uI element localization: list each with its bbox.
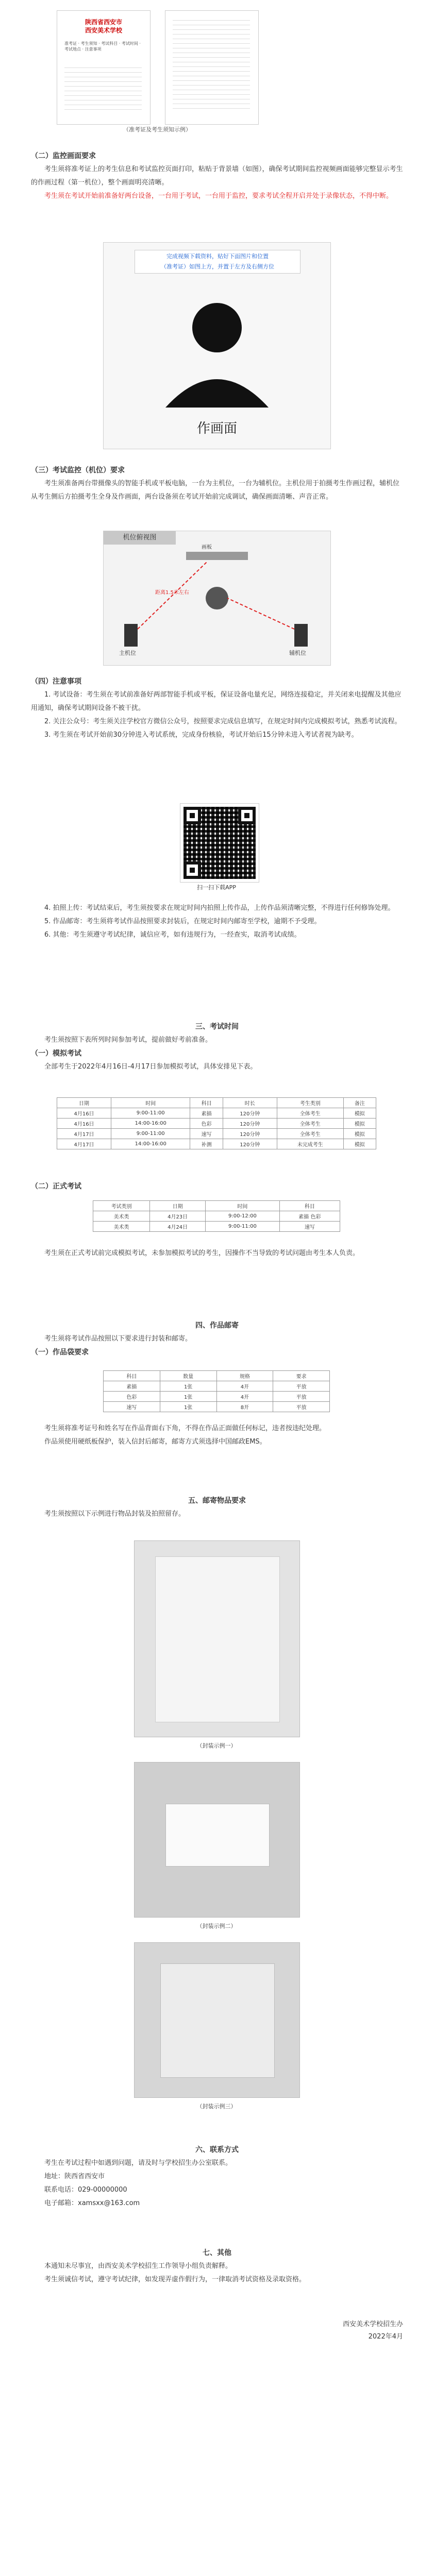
mailing-heading: 四、作品邮寄 <box>195 1321 239 1330</box>
envelope-shape <box>155 1556 280 1722</box>
contact-p1: 考生在考试过程中如遇到问题，请及时与学校招生办公室联系。 <box>44 2159 232 2167</box>
qr-caption: 扫一扫下载APP <box>197 884 236 891</box>
mock-exam-row <box>57 1108 376 1118</box>
formal-exam-row <box>93 1222 340 1232</box>
packaging-photo-hands <box>134 1762 300 1918</box>
mock-exam-cell: 14:00-16:00 <box>111 1139 190 1149</box>
artwork-row <box>104 1392 330 1402</box>
schedule-sub2: （二）正式考试 <box>31 1182 81 1191</box>
artwork-header-cell: 规格 <box>216 1371 273 1381</box>
mock-exam-cell: 14:00-16:00 <box>111 1118 190 1129</box>
formal-exam-cell: 速写 <box>279 1222 340 1232</box>
mock-exam-cell: 120分钟 <box>223 1118 277 1129</box>
figure2-caption: 机位俯视图 <box>104 531 176 545</box>
schedule-sub1: （一）模拟考试 <box>31 1049 81 1058</box>
card-shape <box>165 1804 270 1867</box>
formal-exam-cell: 素描 色彩 <box>279 1211 340 1222</box>
section-camera <box>31 464 403 504</box>
mailing-p1: 考生须将考试作品按照以下要求进行封装和邮寄。 <box>44 1335 192 1343</box>
mock-exam-table <box>57 1097 376 1149</box>
mailing-sub1: （一）作品袋要求 <box>31 1348 89 1357</box>
artwork-cell: 素描 <box>104 1381 160 1392</box>
notes-p1: 1. 考试设备：考生须在考试前准备好两部智能手机或平板，保证设备电量充足，网络连接稳定，并关闭来电提醒及其他应用通知，确保考试期间设备不被干扰。 <box>31 691 402 712</box>
formal-exam-header-cell: 日期 <box>150 1201 206 1211</box>
schedule-p1: 考生须按照下表所列时间参加考试，提前做好考前准备。 <box>44 1036 212 1044</box>
other-heading: 七、其他 <box>203 2249 231 2257</box>
mock-exam-cell: 9:00-11:00 <box>111 1108 190 1118</box>
mock-exam-cell: 素描 <box>190 1108 223 1118</box>
artwork-header-cell: 数量 <box>160 1371 216 1381</box>
section-monitor-p1-red: 考生须在考试开始前准备好两台设备，一台用于考试，一台用于监控，要求考试全程开启并处于录像状态，不得中断。 <box>44 192 393 200</box>
mock-exam-cell: 全体考生 <box>277 1118 343 1129</box>
person-head <box>192 303 242 352</box>
other-p1: 本通知未尽事宜，由西安美术学校招生工作领导小组负责解释。 <box>44 2262 232 2270</box>
mock-exam-cell: 120分钟 <box>223 1129 277 1139</box>
drawing-board-shape <box>186 552 248 560</box>
mock-exam-header-cell: 科目 <box>190 1098 223 1108</box>
notes-p2: 2. 关注公众号：考生须关注学校官方微信公众号，按照要求完成信息填写，在规定时间内完成模拟考试，熟悉考试流程。 <box>44 718 402 725</box>
other-p2: 考生须诚信考试，遵守考试纪律，如发现弄虚作假行为，一律取消考试资格及录取资格。 <box>44 2276 306 2283</box>
qr-finder-bl <box>183 861 201 879</box>
label-distance: 距离1.5米左右 <box>155 590 189 596</box>
label-board: 画板 <box>202 545 212 550</box>
section-contact <box>31 2143 403 2210</box>
cover-caption: （准考证及考生须知示例） <box>123 126 191 133</box>
artwork-cell: 色彩 <box>104 1392 160 1402</box>
aux-view-line <box>227 598 294 629</box>
mock-exam-header-cell: 备注 <box>343 1098 376 1108</box>
section-mailing <box>31 1319 403 1359</box>
mock-exam-cell: 色彩 <box>190 1118 223 1129</box>
contact-phone[interactable]: 联系电话：029-00000000 <box>44 2186 127 2194</box>
mock-exam-cell: 4月16日 <box>57 1108 111 1118</box>
mock-exam-cell: 补测 <box>190 1139 223 1149</box>
artwork-table-header <box>104 1371 330 1381</box>
mock-exam-cell: 未完成考生 <box>277 1139 343 1149</box>
notes-p3: 3. 考生须在考试开始前30分钟进入考试系统，完成身份核验，考试开始后15分钟未进入考试者视为缺考。 <box>44 731 358 739</box>
artwork-cell: 1张 <box>160 1381 216 1392</box>
formal-exam-cell: 4月24日 <box>150 1222 206 1232</box>
cover-document <box>57 10 151 125</box>
contact-address: 地址：陕西省西安市 <box>44 2173 105 2180</box>
section-camera-heading: （三）考试监控（机位）要求 <box>31 466 125 474</box>
mock-exam-cell: 模拟 <box>343 1129 376 1139</box>
mock-exam-cell: 模拟 <box>343 1139 376 1149</box>
mock-exam-cell: 120分钟 <box>223 1108 277 1118</box>
formal-exam-table-body <box>93 1211 340 1232</box>
artwork-cell: 4开 <box>216 1381 273 1392</box>
mock-exam-header-cell: 日期 <box>57 1098 111 1108</box>
section-other <box>31 2246 403 2286</box>
mock-exam-header-cell: 考生类别 <box>277 1098 343 1108</box>
mock-exam-cell: 120分钟 <box>223 1139 277 1149</box>
app-qr-code[interactable] <box>180 804 259 882</box>
section-packaging <box>31 1494 403 1521</box>
section-camera-p1: 考生须准备两台带摄像头的智能手机或平板电脑，一台为主机位，一台为辅机位。主机位用于拍摄考生作画过程，辅机位从考生侧后方拍摄考生全身及作画面，两台设备须在考试开始前完成调试，确保画面清晰、声音正常。 <box>31 480 400 501</box>
mock-exam-cell: 全体考生 <box>277 1108 343 1118</box>
formal-exam-header-cell: 时间 <box>206 1201 280 1211</box>
aux-camera-shape <box>294 624 308 647</box>
qr-finder-tl <box>183 807 201 824</box>
formal-exam-cell: 9:00-12:00 <box>206 1211 280 1222</box>
figure1-label: 作画面 <box>196 421 237 436</box>
mock-exam-row <box>57 1118 376 1129</box>
qr-finder-tr <box>238 807 256 824</box>
section-monitor-heading: （二）监控画面要求 <box>31 152 96 160</box>
artwork-cell: 平放 <box>273 1402 330 1412</box>
wall-notice-line1: 完成视频下载资料，贴好下面图片和位置 <box>166 253 269 260</box>
formal-exam-cell: 美术类 <box>93 1211 150 1222</box>
cover-title-line2: 西安美术学校 <box>85 27 122 34</box>
artwork-cell: 8开 <box>216 1402 273 1412</box>
examinee-shape <box>206 587 228 609</box>
section-mailing-2 <box>31 1422 403 1449</box>
packaging-photo-sealed <box>134 1942 300 2098</box>
artwork-row <box>104 1402 330 1412</box>
formal-exam-table-header <box>93 1201 340 1211</box>
packaging-photo-envelope <box>134 1540 300 1737</box>
schedule-p2: 全部考生于2022年4月16日-4月17日参加模拟考试，具体安排见下表。 <box>44 1063 257 1071</box>
mock-exam-cell: 全体考生 <box>277 1129 343 1139</box>
artwork-table <box>103 1370 330 1412</box>
mock-exam-cell: 4月17日 <box>57 1139 111 1149</box>
label-aux-camera: 辅机位 <box>289 650 306 656</box>
label-main-camera: 主机位 <box>119 650 136 656</box>
section-schedule <box>31 1020 403 1074</box>
photo-caption-3: （封装示例三） <box>196 2103 237 2110</box>
artwork-cell: 1张 <box>160 1392 216 1402</box>
mock-exam-table-body <box>57 1108 376 1149</box>
artwork-cell: 速写 <box>104 1402 160 1412</box>
signature-org: 西安美术学校招生办 <box>342 2320 403 2328</box>
mock-exam-cell: 速写 <box>190 1129 223 1139</box>
mailing-p3: 作品须使用硬纸板保护，装入信封后邮寄，邮寄方式须选择中国邮政EMS。 <box>44 1438 266 1446</box>
mock-exam-header-cell: 时长 <box>223 1098 277 1108</box>
notes-p4: 4. 拍照上传：考试结束后，考生须按要求在规定时间内拍照上传作品，上传作品须清晰完整，不得进行任何修饰处理。 <box>44 904 395 912</box>
mock-exam-row <box>57 1139 376 1149</box>
photo-caption-1: （封装示例一） <box>196 1742 237 1749</box>
sealed-package-shape <box>160 1963 275 2078</box>
notes-p6: 6. 其他：考生须遵守考试纪律，诚信应考，如有违规行为，一经查实，取消考试成绩。 <box>44 931 301 939</box>
photo-caption-2: （封装示例二） <box>196 1923 237 1929</box>
wall-notice-line2: （准考证）如图上方，并置于左方及右侧方位 <box>161 263 274 270</box>
cover-text-lines-2 <box>173 20 250 113</box>
figure-wall-setup <box>103 242 331 449</box>
main-view-line <box>138 562 207 629</box>
notes-p5: 5. 作品邮寄：考生须将考试作品按照要求封装后，在规定时间内邮寄至学校，逾期不予受理。 <box>44 918 321 925</box>
section-notes <box>31 675 403 742</box>
cover-title-line1: 陕西省西安市 <box>85 19 122 26</box>
main-camera-shape <box>124 624 138 647</box>
section-monitor <box>31 149 403 203</box>
formal-exam-header-cell: 考试类别 <box>93 1201 150 1211</box>
artwork-cell: 平放 <box>273 1392 330 1402</box>
contact-email[interactable]: 电子邮箱：xamsxx@163.com <box>44 2199 140 2207</box>
mock-exam-cell: 9:00-11:00 <box>111 1129 190 1139</box>
cover-document-2 <box>165 10 259 125</box>
artwork-row <box>104 1381 330 1392</box>
mailing-p2: 考生须将准考证号和姓名写在作品背面右下角，不得在作品正面做任何标记，违者按违纪处理。 <box>44 1425 326 1432</box>
section-notes-heading: （四）注意事项 <box>31 677 81 686</box>
artwork-cell: 平放 <box>273 1381 330 1392</box>
cover-body: 准考证 · 考生须知 · 考试科目 · 考试时间 · 考试地点 · 注意事项 <box>64 41 141 52</box>
section-notes-cont <box>31 902 403 942</box>
packaging-p1: 考生须按照以下示例进行物品封装及拍照留存。 <box>44 1510 186 1518</box>
mock-exam-cell: 4月16日 <box>57 1118 111 1129</box>
schedule-p3: 考生须在正式考试前完成模拟考试，未参加模拟考试的考生，因操作不当导致的考试问题由考生本人负责。 <box>44 1249 360 1257</box>
mock-exam-cell: 模拟 <box>343 1108 376 1118</box>
schedule-heading: 三、考试时间 <box>195 1023 239 1031</box>
artwork-cell: 4开 <box>216 1392 273 1402</box>
mock-exam-cell: 模拟 <box>343 1118 376 1129</box>
formal-exam-header-cell: 科目 <box>279 1201 340 1211</box>
signature-date: 2022年4月 <box>368 2333 403 2341</box>
artwork-header-cell: 要求 <box>273 1371 330 1381</box>
person-body <box>165 379 269 408</box>
formal-exam-cell: 9:00-11:00 <box>206 1222 280 1232</box>
mock-exam-cell: 4月17日 <box>57 1129 111 1139</box>
cover-text-lines <box>64 67 142 114</box>
formal-exam-table <box>93 1200 340 1232</box>
contact-heading: 六、联系方式 <box>195 2146 239 2154</box>
artwork-table-body <box>104 1381 330 1412</box>
artwork-cell: 1张 <box>160 1402 216 1412</box>
signature-block <box>343 2318 403 2343</box>
mock-exam-header-cell: 时间 <box>111 1098 190 1108</box>
section-schedule-3 <box>31 1247 403 1260</box>
artwork-header-cell: 科目 <box>104 1371 160 1381</box>
mock-exam-row <box>57 1129 376 1139</box>
section-monitor-p1: 考生须将准考证上的考生信息和考试监控页面打印，粘贴于背景墙（如图），确保考试期间监控视频画面能够完整显示考生的作画过程（第一机位），整个画面明亮清晰。 <box>31 165 403 187</box>
formal-exam-row <box>93 1211 340 1222</box>
figure-camera-layout <box>103 531 331 666</box>
packaging-heading: 五、邮寄物品要求 <box>188 1497 246 1505</box>
formal-exam-cell: 美术类 <box>93 1222 150 1232</box>
section-schedule-2 <box>31 1180 403 1193</box>
mock-exam-table-header <box>57 1098 376 1108</box>
formal-exam-cell: 4月23日 <box>150 1211 206 1222</box>
